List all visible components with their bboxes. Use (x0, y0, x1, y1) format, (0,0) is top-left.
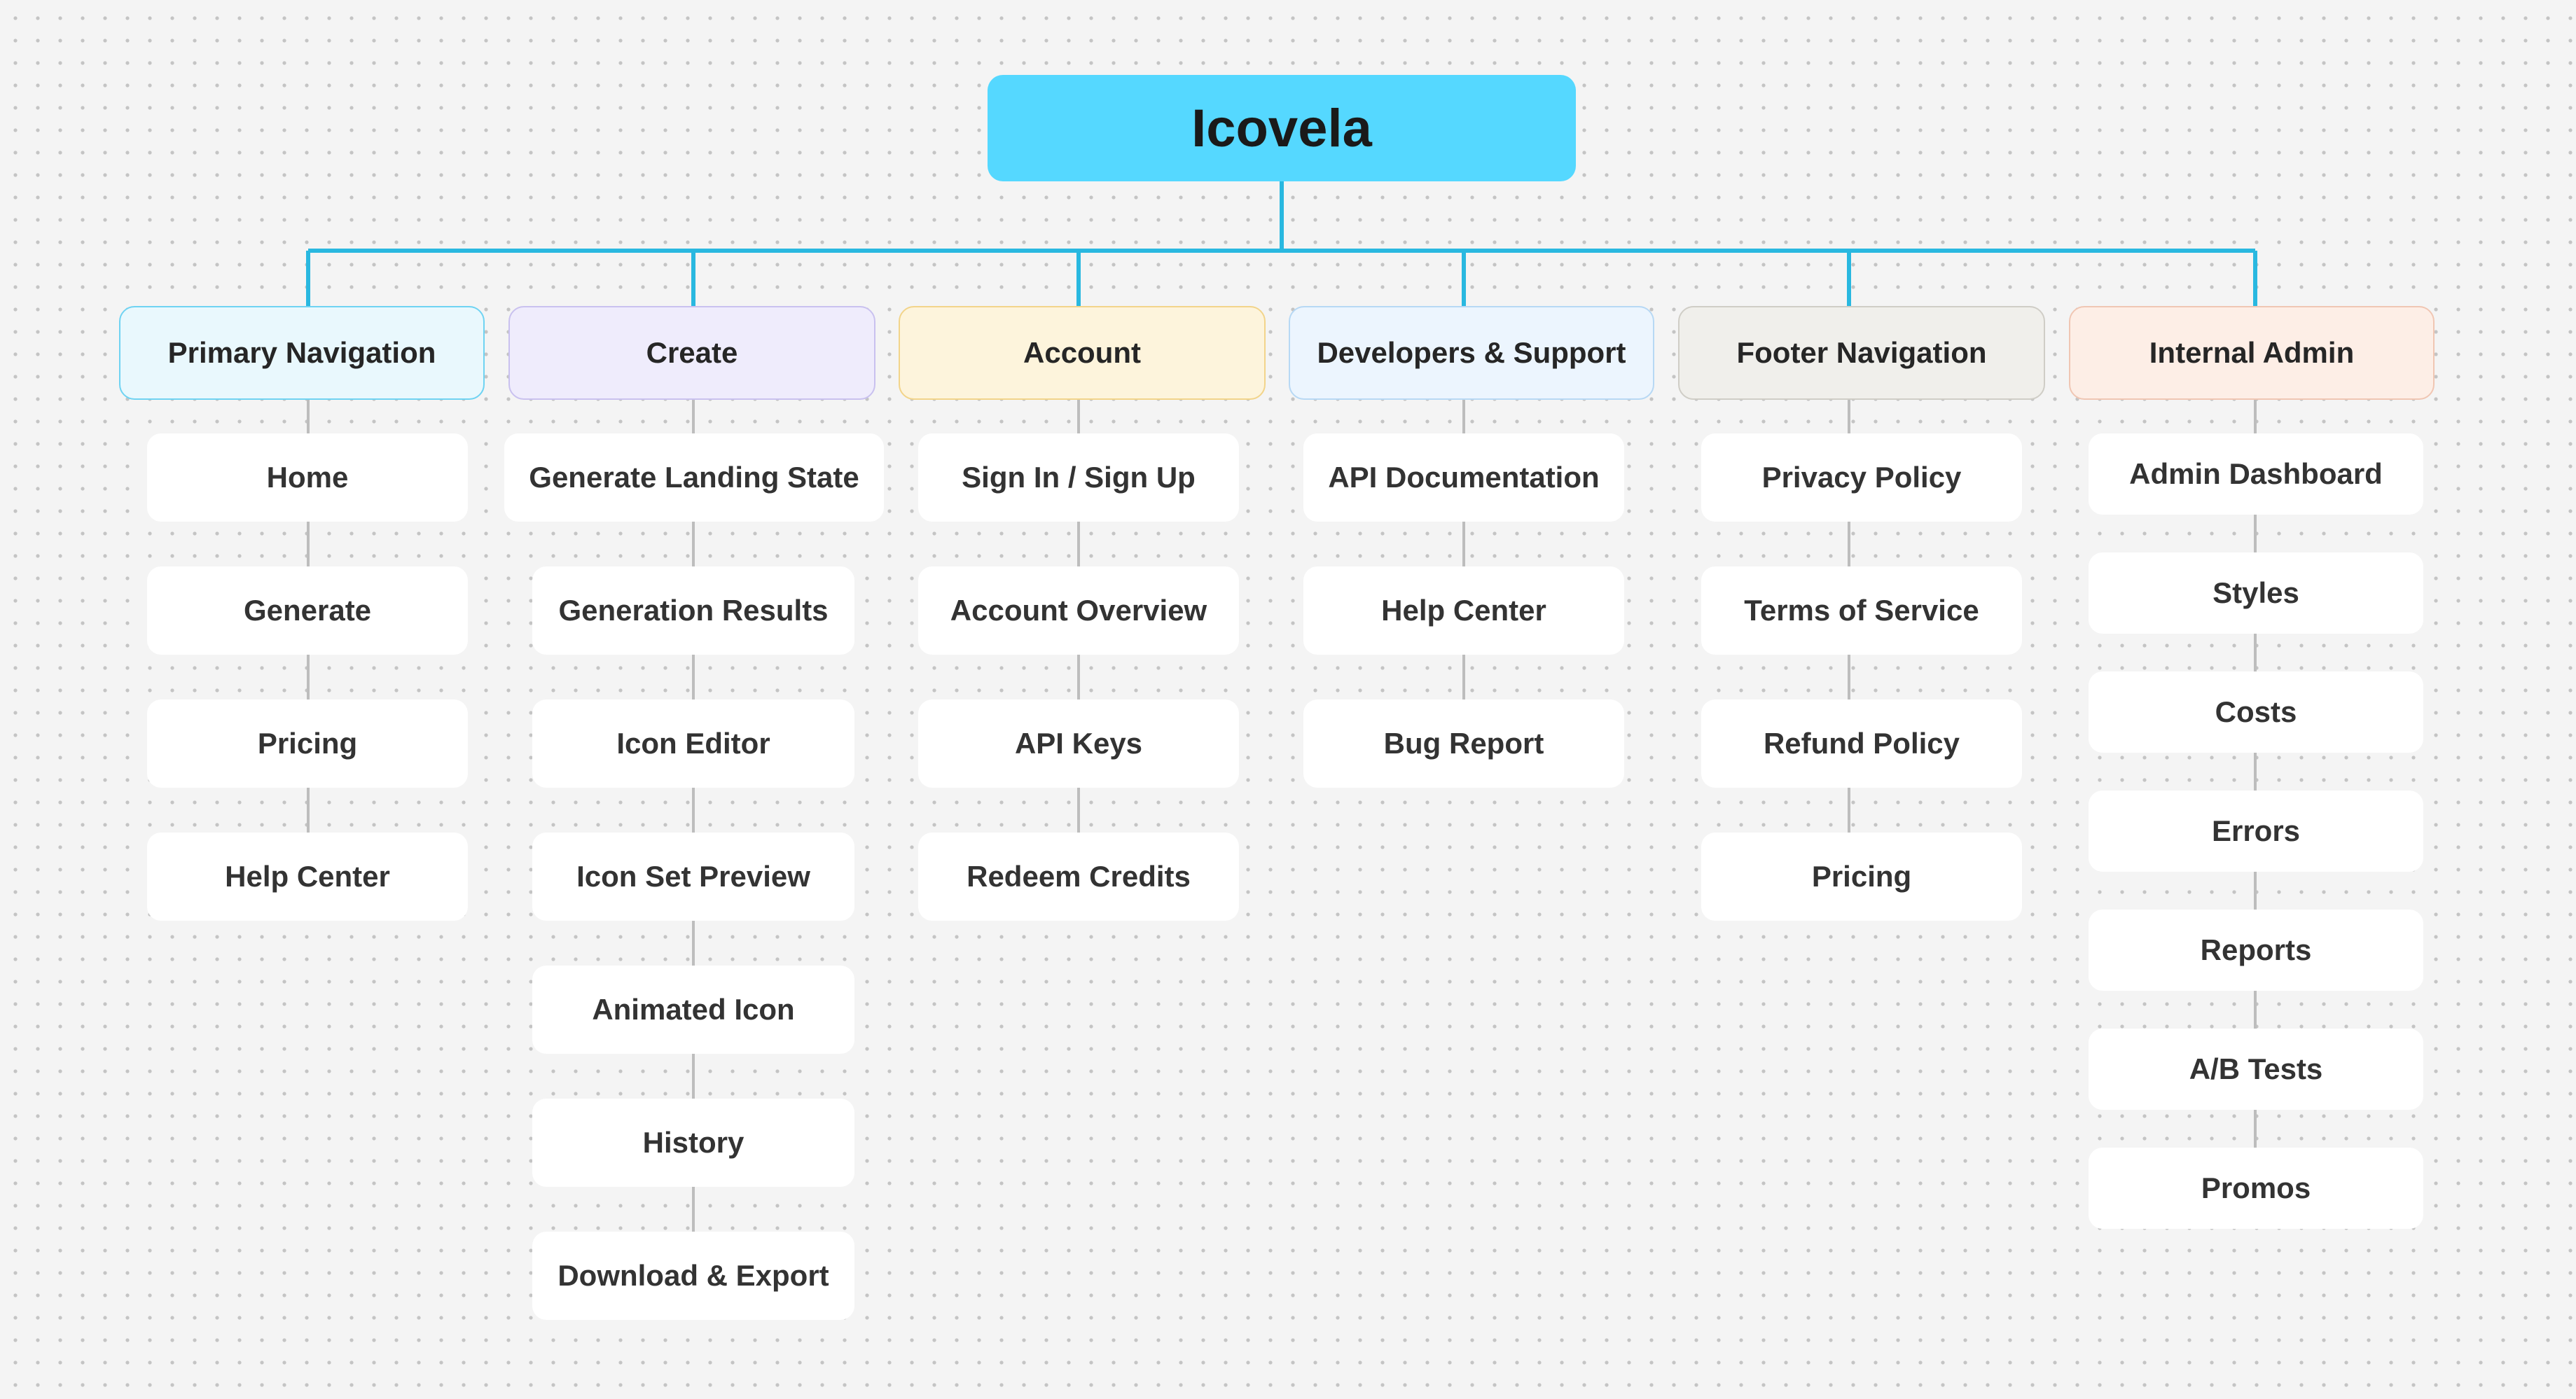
category-header-footer-navigation[interactable]: Footer Navigation (1678, 306, 2045, 400)
category-header-internal-admin[interactable]: Internal Admin (2069, 306, 2435, 400)
page-node[interactable]: Generate (147, 566, 468, 655)
page-node[interactable]: A/B Tests (2089, 1029, 2423, 1110)
page-node[interactable]: Admin Dashboard (2089, 433, 2423, 515)
page-node[interactable]: API Documentation (1303, 433, 1624, 522)
page-node[interactable]: Icon Editor (532, 700, 854, 788)
page-node[interactable]: Costs (2089, 671, 2423, 753)
root-node[interactable]: Icovela (988, 75, 1576, 181)
page-node[interactable]: Help Center (147, 833, 468, 921)
page-node[interactable]: Privacy Policy (1701, 433, 2022, 522)
page-node[interactable]: Animated Icon (532, 966, 854, 1054)
category-header-account[interactable]: Account (899, 306, 1266, 400)
page-node[interactable]: Pricing (147, 700, 468, 788)
page-node[interactable]: Sign In / Sign Up (918, 433, 1239, 522)
page-node[interactable]: Styles (2089, 552, 2423, 634)
category-header-create[interactable]: Create (508, 306, 875, 400)
page-node[interactable]: Generation Results (532, 566, 854, 655)
page-node[interactable]: Pricing (1701, 833, 2022, 921)
page-node[interactable]: Promos (2089, 1148, 2423, 1229)
page-node[interactable]: Reports (2089, 910, 2423, 991)
page-node[interactable]: Account Overview (918, 566, 1239, 655)
page-node[interactable]: Refund Policy (1701, 700, 2022, 788)
page-node[interactable]: Icon Set Preview (532, 833, 854, 921)
page-node[interactable]: Bug Report (1303, 700, 1624, 788)
page-node[interactable]: Home (147, 433, 468, 522)
page-node[interactable]: History (532, 1099, 854, 1187)
page-node[interactable]: Errors (2089, 791, 2423, 872)
page-node[interactable]: Terms of Service (1701, 566, 2022, 655)
category-header-developers-support[interactable]: Developers & Support (1289, 306, 1654, 400)
page-node[interactable]: Redeem Credits (918, 833, 1239, 921)
page-node[interactable]: Generate Landing State (504, 433, 884, 522)
page-node[interactable]: Help Center (1303, 566, 1624, 655)
page-node[interactable]: Download & Export (532, 1232, 854, 1320)
page-node[interactable]: API Keys (918, 700, 1239, 788)
category-header-primary-navigation[interactable]: Primary Navigation (119, 306, 485, 400)
